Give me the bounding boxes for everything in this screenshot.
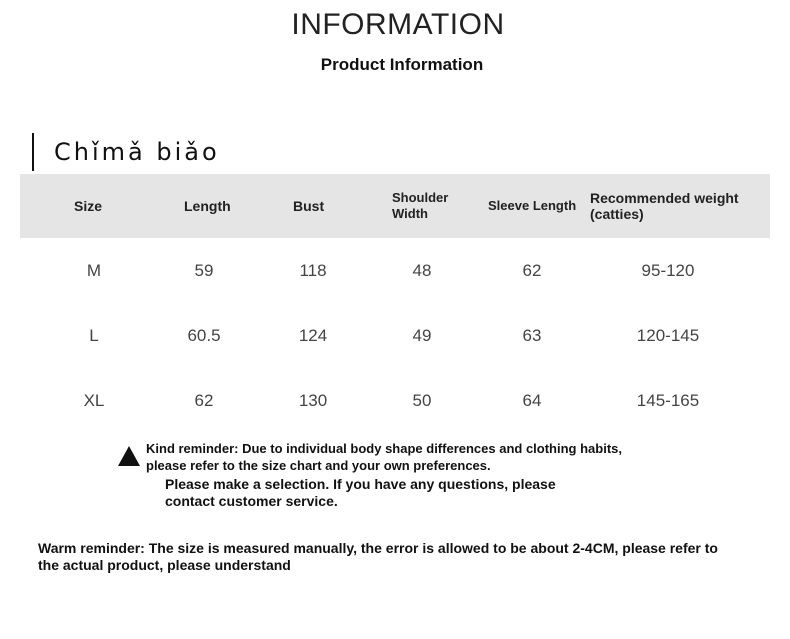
- header-weight-line2: (catties): [590, 206, 644, 222]
- cell-bust: 124: [298, 325, 328, 345]
- cell-weight: 145-165: [636, 390, 700, 410]
- header-shoulder-width: [392, 174, 448, 238]
- section-accent-bar: [32, 133, 34, 171]
- cell-shoulder: 48: [412, 260, 432, 280]
- header-bust: Bust: [293, 198, 325, 214]
- header-shoulder-line1: Shoulder: [392, 190, 449, 205]
- table-row: [20, 368, 770, 433]
- cell-sleeve: 63: [522, 325, 542, 345]
- cell-bust: 130: [298, 390, 328, 410]
- warm-reminder-line1: Warm reminder: The size is measured manually, the error is allowed to be about 2-4CM, please refer to: [38, 540, 718, 556]
- warm-reminder-line2: the actual product, please understand: [38, 557, 291, 573]
- table-header-row: [20, 174, 770, 238]
- header-weight-line1: Recommended weight: [590, 190, 739, 206]
- selection-note-line1: Please make a selection. If you have any questions, please: [165, 476, 556, 492]
- cell-size: L: [89, 325, 99, 345]
- page-title: INFORMATION: [291, 8, 505, 41]
- cell-weight: 95-120: [641, 260, 695, 280]
- warm-reminder: [38, 540, 758, 574]
- kind-reminder-line2: please refer to the size chart and your own preferences.: [146, 458, 491, 473]
- warning-triangle-icon: [118, 446, 140, 466]
- cell-weight: 120-145: [636, 325, 700, 345]
- cell-sleeve: 62: [522, 260, 542, 280]
- cell-shoulder: 50: [412, 390, 432, 410]
- header-sleeve-length: Sleeve Length: [488, 198, 577, 213]
- cell-size: XL: [83, 390, 105, 410]
- header-recommended-weight: [590, 174, 739, 238]
- cell-length: 60.5: [187, 325, 221, 345]
- cell-shoulder: 49: [412, 325, 432, 345]
- selection-note-line2: contact customer service.: [165, 493, 338, 509]
- page-subtitle: Product Information: [320, 55, 484, 74]
- kind-reminder-line1: Kind reminder: Due to individual body shape differences and clothing habits,: [146, 441, 622, 456]
- section-title: Chǐmǎ biǎo: [54, 138, 220, 166]
- header-shoulder-line2: Width: [392, 206, 428, 221]
- cell-sleeve: 64: [522, 390, 542, 410]
- kind-reminder-text: [146, 440, 622, 474]
- cell-length: 59: [194, 260, 214, 280]
- cell-size: M: [86, 260, 102, 280]
- table-row: [20, 238, 770, 303]
- header-length: Length: [184, 198, 231, 214]
- selection-note: [165, 476, 556, 510]
- cell-bust: 118: [299, 260, 327, 280]
- cell-length: 62: [194, 390, 214, 410]
- header-size: Size: [74, 198, 103, 214]
- size-chart-table: [20, 174, 770, 433]
- table-row: [20, 303, 770, 368]
